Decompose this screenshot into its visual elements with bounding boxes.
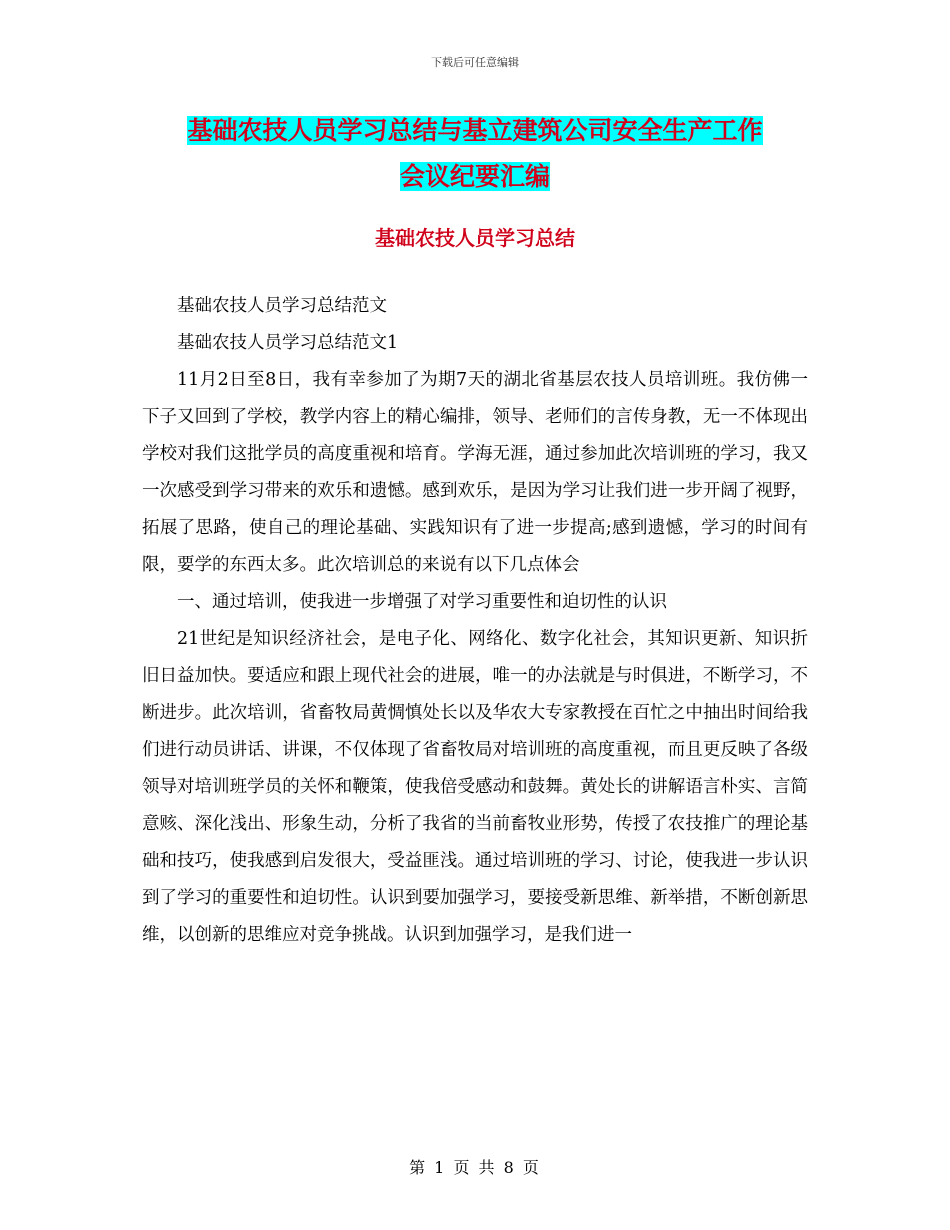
document-title xyxy=(140,108,810,200)
paragraph-intro: 11月2日至8日，我有幸参加了为期7天的湖北省基层农技人员培训班。我仿佛一下子又回到了学校，教学内容上的精心编排，领导、老师们的言传身教，无一不体现出学校对我们这批学员的高度重视和培育。学海无涯，通过参加此次培训班的学习，我又一次感受到学习带来的欢乐和遗憾。感到欢乐，是因为学习让我们进一步开阔了视野，拓展了思路，使自己的理论基础、实践知识有了进一步提高;感到遗憾，学习的时间有限，要学的东西太多。此次培训总的来说有以下几点体会 xyxy=(142,370,808,575)
paragraph-subtitle-numbered: 基础农技人员学习总结范文1 xyxy=(177,333,399,353)
paragraph-heading-1: 一、通过培训，使我进一步增强了对学习重要性和迫切性的认识 xyxy=(177,592,667,612)
paragraph-subtitle: 基础农技人员学习总结范文 xyxy=(177,296,387,316)
document-title-line-1: 基础农技人员学习总结与基立建筑公司安全生产工作 xyxy=(187,116,763,145)
paragraph-body-1: 21世纪是知识经济社会，是电子化、网络化、数字化社会，其知识更新、知识折旧日益加快。要适应和跟上现代社会的进展，唯一的办法就是与时俱进，不断学习，不断进步。此次培训，省畜牧局黄惆慎处长以及华农大专家教授在百忙之中抽出时间给我们进行动员讲话、讲课，不仅体现了省畜牧局对培训班的高度重视，而且更反映了各级领导对培训班学员的关怀和鞭策，使我倍受感动和鼓舞。黄处长的讲解语言朴实、言简意赅、深化浅出、形象生动，分析了我省的当前畜牧业形势，传授了农技推广的理论基础和技巧，使我感到启发很大，受益匪浅。通过培训班的学习、讨论，使我进一步认识到了学习的重要性和迫切性。认识到要加强学习，要接受新思维、新举措，不断创新思维，以创新的思维应对竞争挑战。认识到加强学习，是我们进一 xyxy=(142,629,808,945)
header-note: 下载后可任意编辑 xyxy=(431,56,519,69)
page-footer: 第 1 页 共 8 页 xyxy=(409,1158,541,1177)
section-title: 基础农技人员学习总结 xyxy=(375,226,575,250)
document-title-line-2: 会议纪要汇编 xyxy=(399,162,550,191)
body-text xyxy=(142,288,808,954)
